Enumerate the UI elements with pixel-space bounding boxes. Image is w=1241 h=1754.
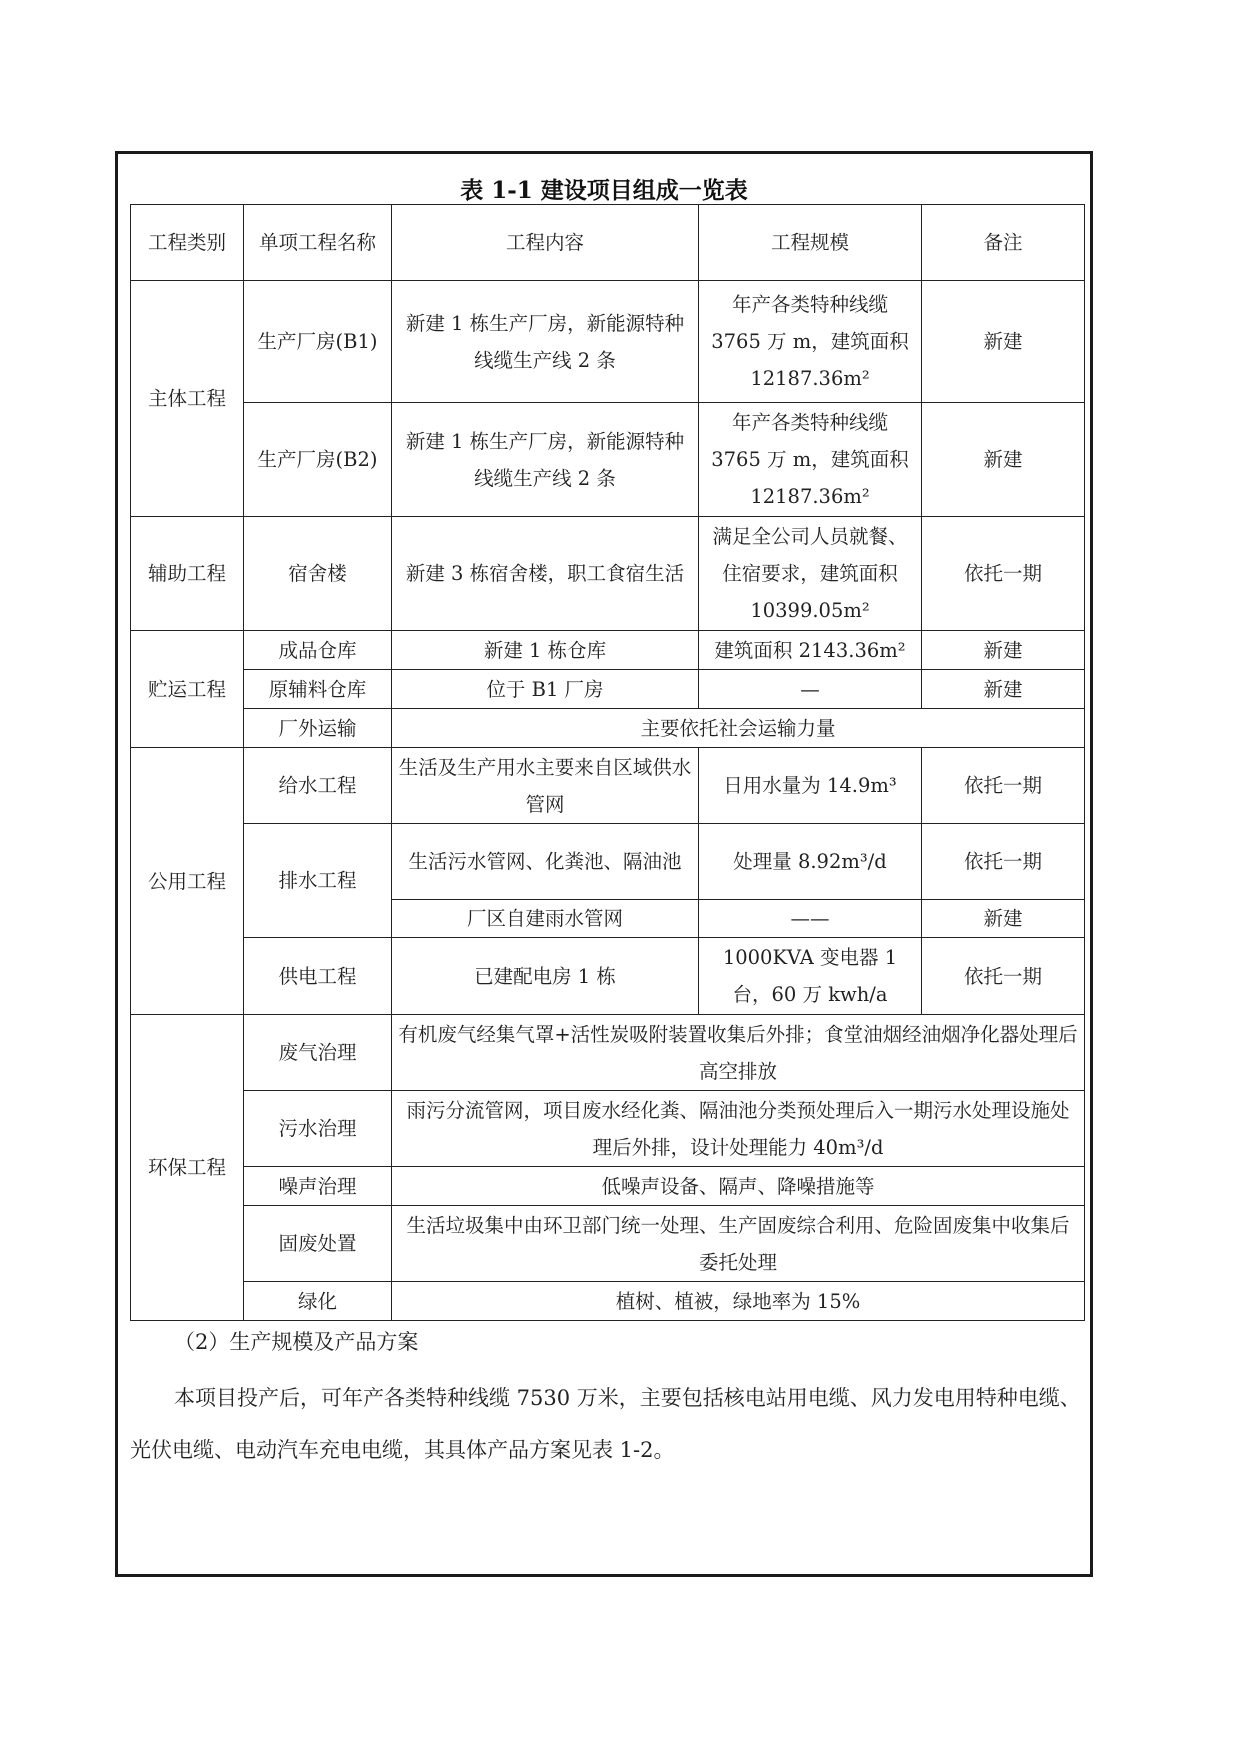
item-content: 主要依托社会运输力量 [392, 709, 1085, 748]
table-row [131, 403, 1085, 517]
item-note: 依托一期 [922, 517, 1085, 631]
item-content: 新建 3 栋宿舍楼，职工食宿生活 [392, 517, 699, 631]
category-env: 环保工程 [131, 1015, 244, 1321]
item-content: 位于 B1 厂房 [392, 670, 699, 709]
item-content: 新建 1 栋生产厂房，新能源特种线缆生产线 2 条 [392, 403, 699, 517]
table-row [131, 631, 1085, 670]
item-scale: 年产各类特种线缆 3765 万 m，建筑面积 12187.36m² [699, 281, 922, 403]
item-scale: — [699, 670, 922, 709]
category-storage: 贮运工程 [131, 631, 244, 748]
item-name: 宿舍楼 [244, 517, 392, 631]
item-content: 新建 1 栋仓库 [392, 631, 699, 670]
item-name: 生产厂房(B1) [244, 281, 392, 403]
category-main: 主体工程 [131, 281, 244, 517]
item-content: 雨污分流管网，项目废水经化粪、隔油池分类预处理后入一期污水处理设施处理后外排，设计处理能力 40m³/d [392, 1091, 1085, 1167]
item-name: 供电工程 [244, 938, 392, 1015]
header-note: 备注 [922, 205, 1085, 281]
item-note: 新建 [922, 281, 1085, 403]
item-note: 依托一期 [922, 938, 1085, 1015]
table-row [131, 1015, 1085, 1091]
header-content: 工程内容 [392, 205, 699, 281]
item-scale: 满足全公司人员就餐、住宿要求，建筑面积 10399.05m² [699, 517, 922, 631]
item-scale: 年产各类特种线缆 3765 万 m，建筑面积 12187.36m² [699, 403, 922, 517]
item-scale: 处理量 8.92m³/d [699, 824, 922, 900]
item-name: 污水治理 [244, 1091, 392, 1167]
table-row [131, 1091, 1085, 1167]
table-row [131, 748, 1085, 824]
item-content: 新建 1 栋生产厂房，新能源特种线缆生产线 2 条 [392, 281, 699, 403]
item-content: 生活及生产用水主要来自区域供水管网 [392, 748, 699, 824]
table-title: 表 1-1 建设项目组成一览表 [460, 177, 748, 204]
table-row [131, 1282, 1085, 1321]
header-scale: 工程规模 [699, 205, 922, 281]
item-name: 生产厂房(B2) [244, 403, 392, 517]
item-scale: —— [699, 900, 922, 938]
page-frame [115, 151, 1093, 1577]
item-note: 新建 [922, 900, 1085, 938]
item-name: 成品仓库 [244, 631, 392, 670]
item-name: 废气治理 [244, 1015, 392, 1091]
item-note: 依托一期 [922, 748, 1085, 824]
item-name: 给水工程 [244, 748, 392, 824]
item-name: 噪声治理 [244, 1167, 392, 1206]
item-content: 有机废气经集气罩+活性炭吸附装置收集后外排；食堂油烟经油烟净化器处理后高空排放 [392, 1015, 1085, 1091]
item-note: 新建 [922, 670, 1085, 709]
project-composition-table [130, 204, 1085, 1321]
item-content: 低噪声设备、隔声、降噪措施等 [392, 1167, 1085, 1206]
table-row [131, 517, 1085, 631]
table-header-row [131, 205, 1085, 281]
table-row [131, 281, 1085, 403]
table-row [131, 1206, 1085, 1282]
table-row [131, 938, 1085, 1015]
header-item-name: 单项工程名称 [244, 205, 392, 281]
item-content: 已建配电房 1 栋 [392, 938, 699, 1015]
item-note: 新建 [922, 403, 1085, 517]
header-category: 工程类别 [131, 205, 244, 281]
table-row [131, 709, 1085, 748]
table-row [131, 824, 1085, 900]
table-row [131, 670, 1085, 709]
item-scale: 建筑面积 2143.36m² [699, 631, 922, 670]
item-note: 依托一期 [922, 824, 1085, 900]
item-note: 新建 [922, 631, 1085, 670]
item-name: 绿化 [244, 1282, 392, 1321]
item-content: 生活污水管网、化粪池、隔油池 [392, 824, 699, 900]
item-name: 原辅料仓库 [244, 670, 392, 709]
section-heading: （2）生产规模及产品方案 [174, 1330, 419, 1354]
item-content: 生活垃圾集中由环卫部门统一处理、生产固废综合利用、危险固废集中收集后委托处理 [392, 1206, 1085, 1282]
item-name: 固废处置 [244, 1206, 392, 1282]
item-content: 厂区自建雨水管网 [392, 900, 699, 938]
item-name: 厂外运输 [244, 709, 392, 748]
category-utility: 公用工程 [131, 748, 244, 1015]
section-paragraph: 本项目投产后，可年产各类特种线缆 7530 万米，主要包括核电站用电缆、风力发电用特种电缆、光伏电缆、电动汽车充电电缆，其具体产品方案见表 1-2。 [130, 1386, 1081, 1462]
item-scale: 日用水量为 14.9m³ [699, 748, 922, 824]
item-name: 排水工程 [244, 824, 392, 938]
item-content: 植树、植被，绿地率为 15% [392, 1282, 1085, 1321]
item-scale: 1000KVA 变电器 1 台，60 万 kwh/a [699, 938, 922, 1015]
table-row [131, 1167, 1085, 1206]
category-aux: 辅助工程 [131, 517, 244, 631]
